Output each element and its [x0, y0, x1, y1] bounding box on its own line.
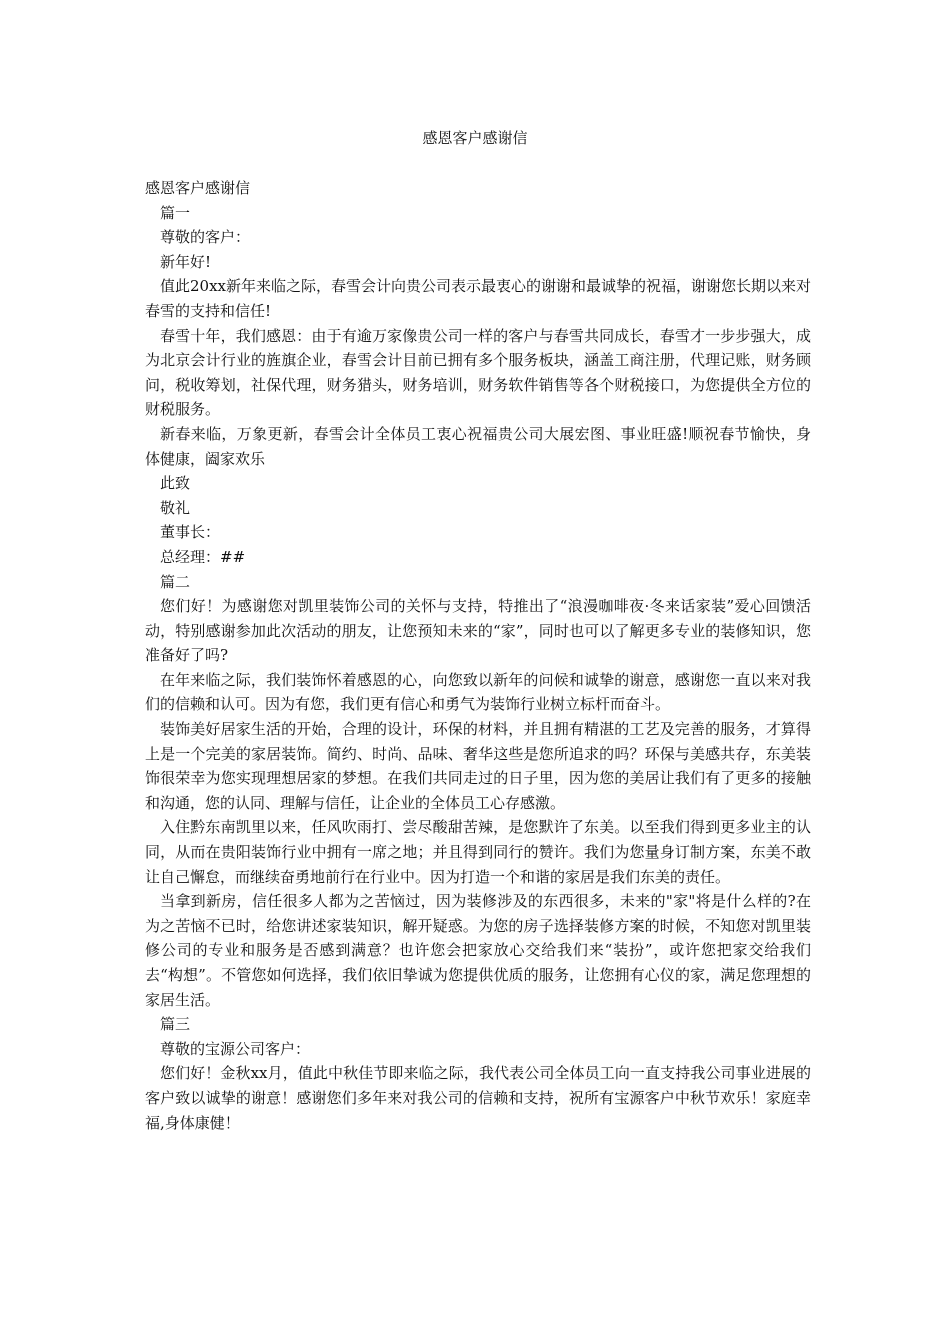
paragraph: 装饰美好居家生活的开始，合理的设计，环保的材料，并且拥有精湛的工艺及完善的服务，才算得上是一个完美的家居装饰。简约、时尚、品味、奢华这些是您所追求的吗？环保与美感共存，东美装饰很荣幸为您实现理想居家的梦想。在我们共同走过的日子里，因为您的美居让我们有了更多的接触和沟通，您的认同、理解与信任，让企业的全体员工心存感激。: [145, 720, 811, 812]
section-label-3: 篇三: [160, 1015, 191, 1034]
document-title: 感恩客户感谢信: [422, 129, 528, 147]
signature-line: 总经理：##: [160, 547, 246, 566]
document-body: [145, 176, 811, 1135]
section-label-2: 篇二: [160, 572, 191, 591]
closing-line: 此致: [160, 474, 191, 493]
salutation: 尊敬的客户：: [160, 228, 251, 247]
paragraph: 在年来临之际，我们装饰怀着感恩的心，向您致以新年的问候和诚挚的谢意，感谢您一直以来对我们的信赖和认可。因为有您，我们更有信心和勇气为装饰行业树立标杆而奋斗。: [145, 670, 811, 714]
paragraph: 春雪十年，我们感恩：由于有逾万家像贵公司一样的客户与春雪共同成长，春雪才一步步强大，成为北京会计行业的旌旗企业，春雪会计目前已拥有多个服务板块，涵盖工商注册，代理记账，财务顾问，税收筹划，社保代理，财务猎头，财务培训，财务软件销售等各个财税接口，为您提供全方位的财税服务。: [145, 326, 811, 419]
paragraph: 您们好！为感谢您对凯里装饰公司的关怀与支持，特推出了“浪漫咖啡夜·冬来话家装”爱心回馈活动，特别感谢参加此次活动的朋友，让您预知未来的“家”，同时也可以了解更多专业的装修知识，您准备好了吗?: [145, 597, 811, 665]
paragraph: 您们好！金秋xx月，值此中秋佳节即来临之际，我代表公司全体员工向一直支持我公司事业进展的客户致以诚挚的谢意！感谢您们多年来对我公司的信赖和支持，祝所有宝源客户中秋节欢乐！家庭幸福,身体康健！: [145, 1064, 811, 1132]
section-label-1: 篇一: [160, 203, 191, 222]
signature-line: 董事长：: [160, 523, 221, 542]
greeting: 新年好!: [160, 252, 212, 271]
body-heading: 感恩客户感谢信: [145, 179, 251, 197]
salutation: 尊敬的宝源公司客户：: [160, 1039, 311, 1058]
closing-line: 敬礼: [160, 498, 191, 517]
paragraph: 当拿到新房，信任很多人都为之苦恼过，因为装修涉及的东西很多，未来的"家"将是什么样的?在为之苦恼不已时，给您讲述家装知识，解开疑惑。为您的房子选择装修方案的时候，不知您对凯里装修公司的专业和服务是否感到满意？也许您会把家放心交给我们来“装扮”，或许您把家交给我们去“构想”。不管您如何选择，我们依旧挚诚为您提供优质的服务，让您拥有心仪的家，满足您理想的家居生活。: [145, 892, 811, 1009]
paragraph: 入住黔东南凯里以来，任风吹雨打、尝尽酸甜苦辣，是您默许了东美。以至我们得到更多业主的认同，从而在贵阳装饰行业中拥有一席之地；并且得到同行的赞许。我们为您量身订制方案，东美不敢让自己懈怠，而继续奋勇地前行在行业中。因为打造一个和谐的家居是我们东美的责任。: [145, 818, 811, 886]
paragraph: 新春来临，万象更新，春雪会计全体员工衷心祝福贵公司大展宏图、事业旺盛!顺祝春节愉快，身体健康，阖家欢乐: [145, 424, 811, 468]
paragraph: 值此20xx新年来临之际，春雪会计向贵公司表示最衷心的谢谢和最诚挚的祝福，谢谢您长期以来对春雪的支持和信任!: [145, 277, 812, 320]
